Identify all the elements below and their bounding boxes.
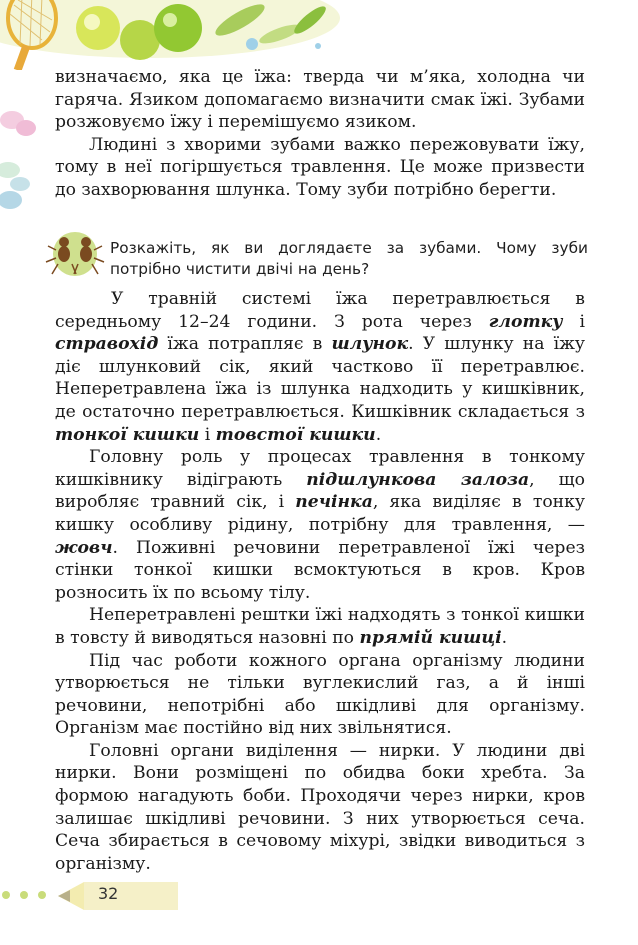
paragraph: У травній системі їжа перетравлюється в середньому 12–24 години. З рота через глотку і стравохід їжа потрапляє в шлунок. У шлунку на їжу діє шлунковий сік, який частково її перетравлює. Неперетравлена їжа із шлунка надходить у кишківник, де остаточно перетравлюється. Кишківник складається з тонкої кишки і товстої кишки.: [55, 289, 585, 445]
main-text: [55, 288, 585, 875]
page-number: 32: [98, 884, 119, 903]
term: жовч: [55, 537, 113, 558]
term: печінка: [295, 492, 373, 513]
question-text: Розкажіть, як ви доглядаєте за зубами. Чому зуби потрібно чистити двічі на день?: [110, 239, 588, 278]
paragraph: Під час роботи кожного органа організму людини утворюється не тільки вуглекислий газ, а й інші речовини, непотрібні або шкідливі для організму. Організм має постійно від них звільнятися.: [55, 650, 585, 739]
paragraph: визначаємо, яка це їжа: тверда чи м’яка, холодна чи гаряча. Язиком допомагаємо визначити смак їжі. Зубами розжовуємо їжу і перемішуємо язиком.: [55, 67, 585, 133]
term: тонкої кишки: [55, 424, 200, 445]
butterfly-icon: [0, 111, 36, 136]
term: шлунок: [331, 334, 409, 355]
ants-icon: [42, 230, 108, 282]
header-decoration: [0, 0, 638, 70]
paragraph: Неперетравлені рештки їжі надходять з тонкої кишки в товсту й виводяться назовні по прямій кишці.: [55, 605, 585, 648]
paragraph: Людині з хворими зубами важко пережовувати їжу, тому в неї погіршується травлення. Це може призвести до захворювання шлунка. Тому зуби потрібно берегти.: [55, 134, 585, 200]
paragraph: Головну роль у процесах травлення в тонкому кишківнику відіграють підшлункова залоза, що виробляє травний сік, і печінка, яка виділяє в тонку кишку особливу рідину, потрібну для травлення, — жовч. Поживні речовини перетравленої їжі через стінки тонкої кишки всмоктуються в кров. Кров розносить їх по всьому тілу.: [55, 447, 585, 603]
term: глотку: [488, 311, 563, 332]
intro-text: [55, 66, 585, 202]
term: товстої кишки: [215, 424, 376, 445]
side-decoration: [0, 100, 50, 230]
term: підшлункова залоза: [306, 469, 530, 490]
term: прямій кишці: [359, 627, 502, 648]
term: стравохід: [55, 334, 159, 355]
paragraph: Головні органи виділення — нирки. У людини дві нирки. Вони розміщені по обидва боки хребта. За формою нагадують боби. Проходячи через нирки, кров залишає шкідливі речовини. З них утворюється сеча. Сеча збирається в сечовому міхурі, звідки виводиться з організму.: [55, 740, 585, 874]
